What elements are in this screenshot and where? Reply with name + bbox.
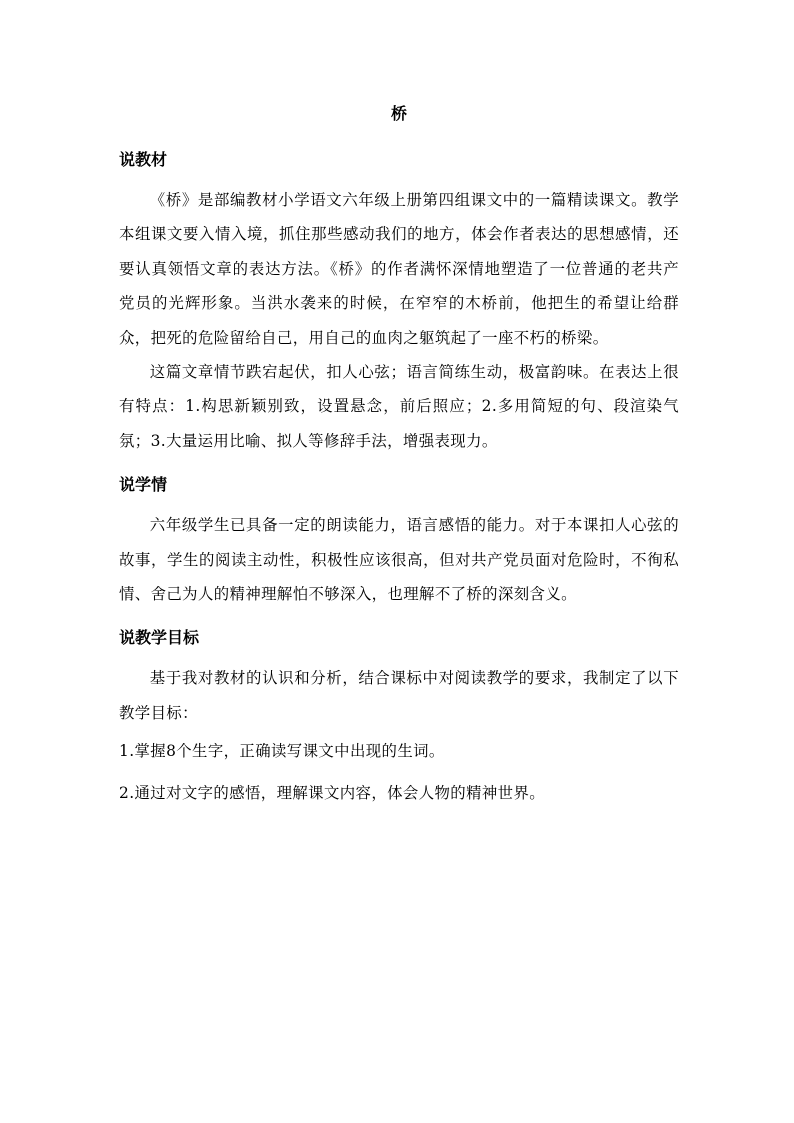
section-heading: 说学情 xyxy=(119,475,168,495)
paragraph: 《桥》是部编教材小学语文六年级上册第四组课文中的一篇精读课文。教学本组课文要入情入境，抓住那些感动我们的地方，体会作者表达的思想感情，还要认真领悟文章的表达方法。《桥》的作者满怀深情地塑造了一位普通的老共产党员的光辉形象。当洪水袭来的时候，在窄窄的木桥前，他把生的希望让给群众，把死的危险留给自己，用自己的血肉之躯筑起了一座不朽的桥梁。 xyxy=(119,191,679,347)
section-teaching-goals xyxy=(119,615,679,814)
list-item: 1.掌握8个生字，正确读写课文中出现的生词。 xyxy=(119,742,445,761)
section-heading: 说教材 xyxy=(119,150,168,169)
paragraph: 这篇文章情节跌宕起伏，扣人心弦；语言简练生动，极富韵味。在表达上很有特点：1.构思新颖别致，设置悬念，前后照应；2.多用简短的句、段渲染气氛；3.大量运用比喻、拟人等修辞手法，增强表现力。 xyxy=(119,363,679,450)
document-body xyxy=(119,104,679,814)
paragraph: 六年级学生已具备一定的朗读能力，语言感悟的能力。对于本课扣人心弦的故事，学生的阅读主动性，积极性应该很高，但对共产党员面对危险时，不徇私情、舍己为人的精神理解怕不够深入，也理解不了桥的深刻含义。 xyxy=(119,516,679,604)
paragraph: 基于我对教材的认识和分析，结合课标中对阅读教学的要求，我制定了以下教学目标： xyxy=(119,669,679,722)
list-item: 2.通过对文字的感悟，理解课文内容，体会人物的精神世界。 xyxy=(119,784,546,803)
section-textbook xyxy=(119,137,679,458)
section-student-analysis xyxy=(119,462,679,611)
section-heading: 说教学目标 xyxy=(119,628,200,648)
document-title: 桥 xyxy=(390,104,407,123)
